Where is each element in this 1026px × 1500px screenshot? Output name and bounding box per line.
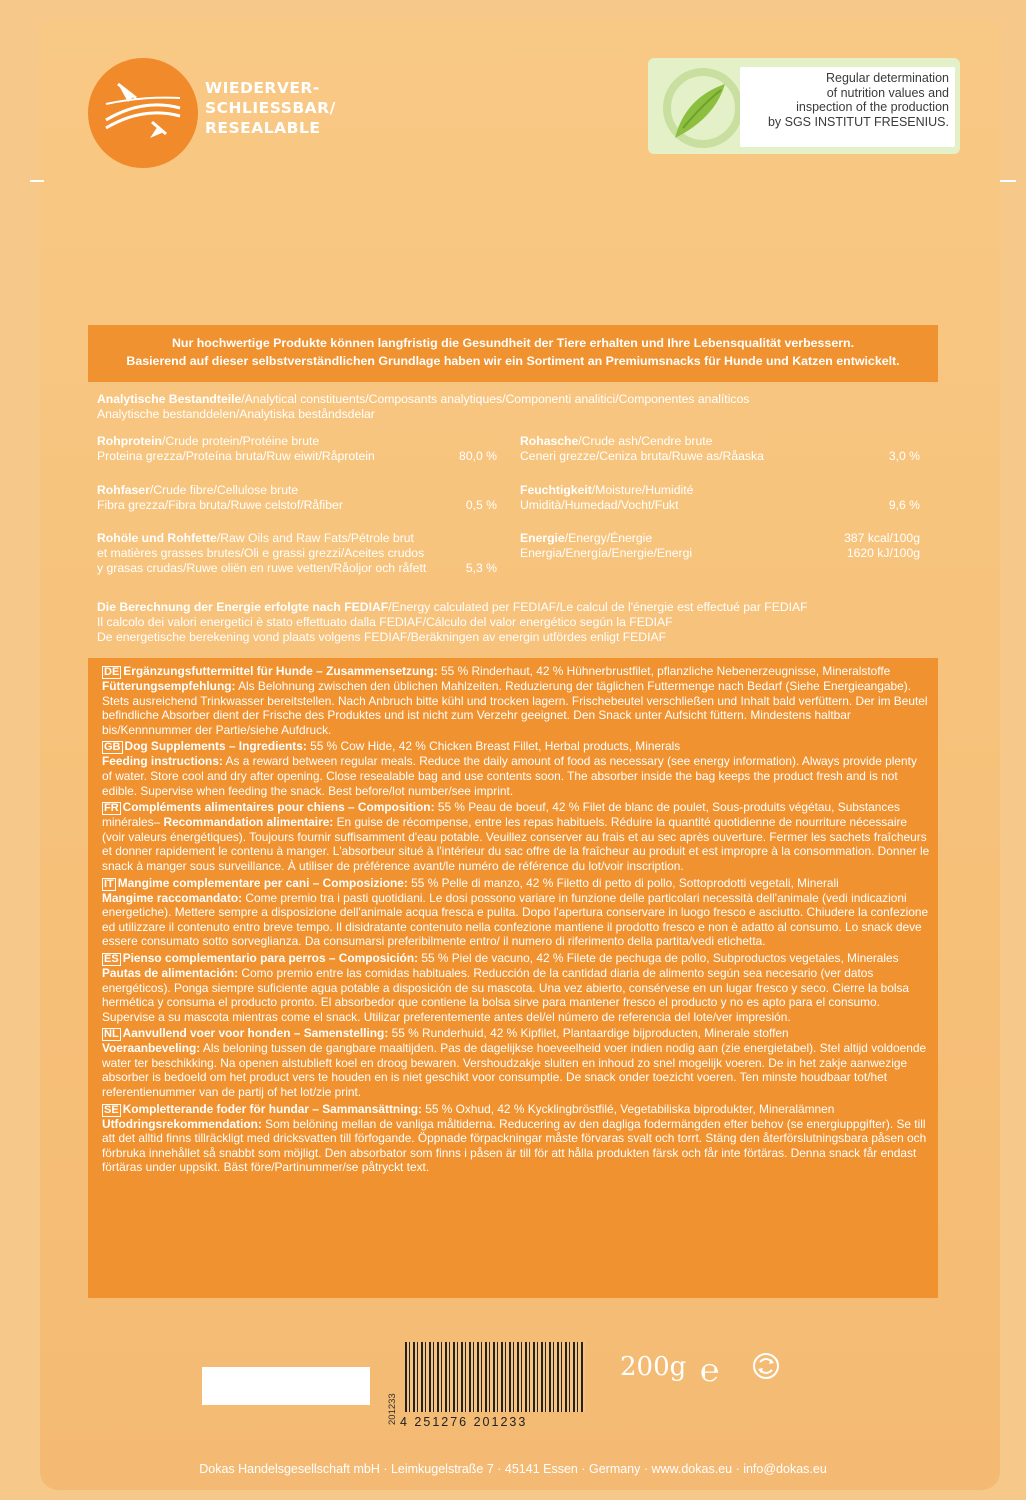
analytic-title-rest: /Analytical constituents/Composants analytiques/Componenti analitici/Componentes analíticos: [241, 392, 750, 406]
feeding-fr: [102, 800, 930, 873]
analytic-title: [97, 392, 897, 422]
leaf-icon: [655, 58, 745, 154]
feeding-se: [102, 1102, 930, 1175]
fediaf-line3: De energetische berekening vond plaats volgens FEDIAF/Beräkningen av energin utfördes enligt FEDIAF: [97, 630, 667, 644]
fediaf-bold: Die Berechnung der Energie erfolgte nach FEDIAF: [97, 600, 389, 614]
instructions-title: Utfodringsrekommendation:: [102, 1116, 262, 1131]
instructions-text: Als beloning tussen de gangbare maaltijden. Pas de dagelijkse hoeveelheid voer indien nodig aan (zie energietabel). Stel altijd voldoende water ter beschikking. Na openen alstublieft koel en droog bewaren. Vershoudzakje sluiten en inhoud zo snel mogelijk voeren. De in het zakje aanwezige absorber is bedoeld om het product vers te houden en is niet geschikt voor consumptie. De snack onder toezicht voeren. Ten minste houdbaar tot/het referentienummer van de partij of het lot/zie print.: [102, 1041, 927, 1100]
composition-text: 55 % Runderhuid, 42 % Kipfilet, Plantaardige bijproducten, Minerale stoffen: [388, 1026, 789, 1041]
constituent-moisture: [520, 483, 920, 513]
resealable-line: WIEDERVER-: [205, 79, 320, 97]
energy-kcal-value: 387 kcal/100g: [844, 531, 920, 545]
energy-kj-value: 1620 kJ/100g: [846, 546, 920, 560]
language-code: GB: [104, 741, 121, 754]
instructions-title: Feeding instructions:: [102, 754, 223, 769]
company-footer: Dokas Handelsgesellschaft mbH · Leimkugelstraße 7 · 45141 Essen · Germany · www.dokas.eu · info@dokas.eu: [199, 1462, 827, 1476]
feeding-gb: [102, 739, 930, 798]
energy-label: Energie: [520, 531, 565, 545]
instructions-title: Recommandation alimentaire:: [160, 815, 334, 830]
lot-number: 201233: [387, 1393, 398, 1425]
analytic-title-line2: Analytische bestanddelen/Analytiska beståndsdelar: [97, 407, 375, 421]
instructions-title: Pautas de alimentación:: [102, 965, 239, 980]
fediaf-rest: /Energy calculated per FEDIAF/Le calcul de l'énergie est effectué par FEDIAF: [388, 600, 808, 614]
resealable-label: [205, 78, 405, 138]
intro-banner: [88, 325, 938, 382]
composition-title: Compléments alimentaires pour chiens – Composition:: [122, 800, 435, 815]
composition-text: 55 % Rinderhaut, 42 % Hühnerbrustfilet, pflanzliche Nebenerzeugnisse, Mineralstoffe: [437, 664, 891, 678]
intro-line: Nur hochwertige Produkte können langfristig die Gesundheit der Tiere erhalten und Ihre Lebensqualität verbessern.: [171, 336, 855, 350]
composition-title: Pienso complementario para perros – Composición:: [122, 950, 419, 965]
moisture-label: Feuchtigkeit: [520, 483, 592, 497]
instructions-title: Fütterungsempfehlung:: [102, 679, 236, 693]
fat-label-line3: y grasas crudas/Ruwe oliën en ruwe vetten/Råoljor och råfett: [97, 561, 427, 575]
sgs-line: inspection of the production: [796, 100, 949, 114]
fibre-label-rest: /Crude fibre/Cellulose brute: [149, 483, 299, 497]
constituent-ash: [520, 434, 920, 464]
intro-line: Basierend auf dieser selbstverständlichen Grundlage haben wir ein Sortiment an Premiumsnacks für Hunde und Katzen entwickelt.: [126, 354, 900, 368]
composition-title: Ergänzungsfuttermittel für Hunde – Zusammensetzung:: [123, 664, 438, 678]
ash-value: 3,0 %: [888, 449, 920, 463]
composition-text: 55 % Oxhud, 42 % Kycklingbröstfilé, Vegetabiliska biprodukter, Mineralämnen: [421, 1101, 835, 1116]
barcode-number: 4 251276 201233: [400, 1415, 528, 1429]
analytic-title-bold: Analytische Bestandteile: [97, 392, 242, 406]
sgs-line: by SGS INSTITUT FRESENIUS.: [767, 114, 949, 129]
fat-label-rest: /Raw Oils and Raw Fats/Pétrole brut: [216, 531, 414, 545]
fibre-value: 0,5 %: [465, 498, 497, 512]
composition-text: 55 % Piel de vacuno, 42 % Filete de pechuga de pollo, Subproductos vegetales, Minerales: [418, 950, 899, 965]
fibre-label: Rohfaser: [97, 483, 150, 497]
label-blank: [202, 1367, 370, 1405]
fibre-label-line2: Fibra grezza/Fibra bruta/Ruwe celstof/Råfiber: [97, 498, 343, 512]
barcode: [405, 1342, 585, 1412]
instructions-text: Como premio entre las comidas habituales. Reducción de la cantidad diaria de alimento según sea necesario (ver datos energéticos). Ponga siempre suficiente agua potable a disposición de su mascota. Una vez abierto, consérvese en un lugar fresco y seco. Cierre la bolsa hermética y consuma el producto pronto. El absorbedor que contiene la bolsa sirve para mantener fresco el producto y no es apto para el consumo. Supervise a su mascota mientras come el snack. Utilizar preferentemente antes del/el número de referencia del lote/ver impresión.: [102, 965, 910, 1024]
instructions-text: Als Belohnung zwischen den üblichen Mahlzeiten. Reduzierung der täglichen Futtermenge nach Bedarf (Siehe Energieangabe). Stets ausreichend Trinkwasser bereitstellen. Nach Anbruch bitte kühl und trocken lagern. Frischebeutel verschließen und Inhalt bald verfüttern. Der im Beutel befindliche Absorber dient der Frische des Produktes und ist nicht zum Verzehr geeignet. Den Snack unter Aufsicht füttern. Mindestens haltbar bis/Kennnummer der Partie/siehe Aufdruck.: [102, 679, 928, 737]
energy-label-rest: /Energy/Énergie: [564, 531, 653, 545]
energy-label-line2: Energia/Energía/Energie/Energi: [520, 546, 693, 560]
estimate-sign: ℮: [700, 1352, 720, 1388]
instructions-text: En guise de récompense, entre les repas habituels. Réduire la quantité quotidienne de nourriture nécessaire (voir valeurs énergétiques). Toujours fournir suffisamment d'eau potable. Veuillez conserver au frais et au sec après ouverture. Fermer les sachets fraîcheurs et donner rapidement le contenu à manger. L'absorbeur situé à l'intérieur du sac offre de la fraîcheur au produit et est impropre à la consommation. Donner le snack à manger sous surveillance. À utiliser de préférence avant/le numéro de référence du lot/voir inscription.: [102, 815, 930, 873]
composition-title: Mangime complementare per cani – Composizione:: [117, 875, 408, 890]
tear-notch-left: [30, 180, 44, 182]
feeding-nl: [102, 1026, 930, 1099]
language-code: SE: [104, 1103, 119, 1116]
constituent-energy: [520, 531, 920, 561]
moisture-label-line2: Umidità/Humedad/Vocht/Fukt: [520, 498, 679, 512]
constituent-protein: [97, 434, 497, 464]
composition-title: Dog Supplements – Ingredients:: [124, 739, 307, 754]
net-weight: 200g: [620, 1352, 687, 1382]
instructions-text: Come premio tra i pasti quotidiani. Le dosi possono variare in funzione delle particolari necessità dell'animale (vedi indicazioni energetiche). Mettere sempre a disposizione dell'animale acqua fresca e pulita. Dopo l'apertura conservare in luogo fresco e asciutto. Chiudere la confezione ed utilizzare il contenuto entro breve tempo. Il disidratante contenuto nella confezione mantiene il prodotto fresco e non è adatto al consumo. Lo snack deve essere consumato sotto sorveglianza. Da consumarsi preferibilmente entro/ il numero di riferimento della partita/vedi etichetta.: [102, 890, 929, 949]
composition-text: 55 % Peau de boeuf, 42 % Filet de blanc de poulet, Sous-produits végétau, Substances minérales–: [102, 800, 900, 830]
fat-label: Rohöle und Rohfette: [97, 531, 217, 545]
fat-label-line2: et matières grasses brutes/Oli e grassi grezzi/Aceites crudos: [97, 546, 425, 560]
language-code: IT: [104, 877, 114, 890]
fediaf-line2: Il calcolo dei valori energetici è stato effettuato dalla FEDIAF/Cálculo del valor energético según la FEDIAF: [97, 615, 673, 629]
instructions-title: Mangime raccomandato:: [102, 890, 243, 905]
sgs-text: [740, 67, 955, 147]
constituent-fat: [97, 531, 497, 576]
instructions-title: Voeraanbeveling:: [102, 1041, 201, 1056]
protein-label-rest: /Crude protein/Protéine brute: [162, 434, 320, 448]
feeding-es: [102, 951, 930, 1024]
feeding-instructions: [88, 658, 938, 1298]
language-code: FR: [104, 802, 119, 815]
sgs-line: Regular determination: [826, 71, 949, 85]
composition-text: 55 % Cow Hide, 42 % Chicken Breast Fillet, Herbal products, Minerals: [306, 739, 681, 754]
ash-label: Rohasche: [520, 434, 579, 448]
composition-title: Aanvullend voer voor honden – Samenstelling:: [122, 1026, 389, 1041]
resealable-line: RESEALABLE: [205, 119, 321, 137]
recycle-icon: [752, 1352, 780, 1380]
feeding-de: [102, 664, 930, 737]
resealable-icon: [88, 58, 198, 168]
instructions-text: Som belöning mellan de vanliga måltiderna. Reducering av den dagliga fodermängden efter behov (se energiuppgifter). Se till att det alltid finns tillräckligt med dricksvatten till förfogande. Öppnade förpackningar måste förvaras svalt och torrt. Stäng den återförslutningsbara påsen och förbruka innehållet så snabbt som möjligt. Den absorbator som finns i påsen är till för att hålla produkten färsk och får inte förtäras. Denna snack får endast förtäras under uppsikt. Bäst före/Partinummer/se påtryckt text.: [102, 1116, 927, 1175]
ash-label-rest: /Crude ash/Cendre brute: [578, 434, 713, 448]
sgs-line: of nutrition values and: [826, 85, 949, 100]
fediaf-note: [97, 600, 917, 645]
protein-label-line2: Proteina grezza/Proteína bruta/Ruw eiwit/Råprotein: [97, 449, 375, 463]
ash-label-line2: Ceneri grezze/Ceniza bruta/Ruwe as/Råaska: [520, 449, 764, 463]
moisture-value: 9,6 %: [888, 498, 920, 512]
protein-label: Rohprotein: [97, 434, 162, 448]
constituent-fibre: [97, 483, 497, 513]
tear-notch-right: [1000, 180, 1016, 182]
feeding-it: [102, 876, 930, 949]
fat-value: 5,3 %: [465, 561, 497, 575]
language-code: DE: [104, 666, 120, 678]
composition-title: Kompletterande foder för hundar – Sammansättning:: [122, 1101, 422, 1116]
moisture-label-rest: /Moisture/Humidité: [591, 483, 694, 497]
instructions-text: As a reward between regular meals. Reduce the daily amount of food as necessary (see energy information). Always provide plenty of water. Store cool and dry after opening. Close resealable bag and use contents soon. The absorber inside the bag keeps the product fresh and is not edible. Supervise when feeding the snack. Best before/lot number/see imprint.: [102, 754, 917, 798]
language-code: NL: [104, 1028, 119, 1041]
resealable-line: SCHLIESSBAR/: [205, 99, 336, 117]
composition-text: 55 % Pelle di manzo, 42 % Filetto di petto di pollo, Sottoprodotti vegetali, Minerali: [407, 875, 839, 890]
language-code: ES: [104, 952, 119, 965]
protein-value: 80,0 %: [459, 449, 497, 463]
